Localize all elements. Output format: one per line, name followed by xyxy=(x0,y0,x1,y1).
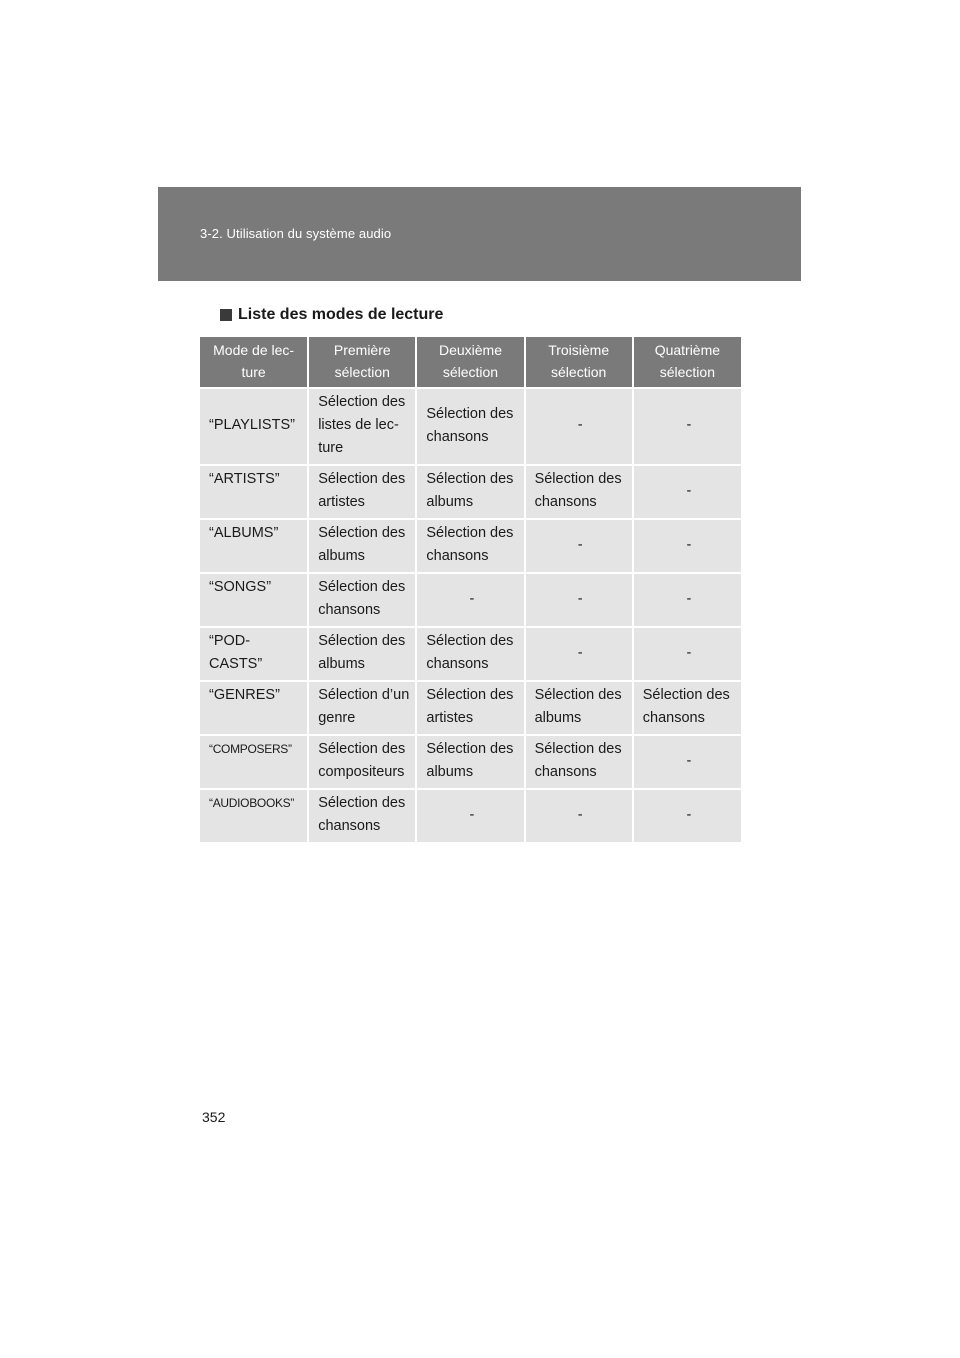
column-header-second: Deuxième sélection xyxy=(416,337,524,388)
column-header-third: Troisième sélection xyxy=(525,337,633,388)
table-row xyxy=(200,465,741,519)
page-number: 352 xyxy=(202,1109,226,1125)
table-cell: - xyxy=(633,735,741,789)
mode-cell: “ALBUMS” xyxy=(200,519,308,573)
table-cell: - xyxy=(633,465,741,519)
table-cell: Sélection des listes de lec- ture xyxy=(308,388,416,465)
header-band xyxy=(158,187,801,281)
table-header-row xyxy=(200,337,741,388)
table-cell: Sélection des albums xyxy=(308,519,416,573)
table-row xyxy=(200,388,741,465)
playback-modes-table xyxy=(200,337,741,842)
table-row xyxy=(200,573,741,627)
table-cell: Sélection des artistes xyxy=(416,681,524,735)
mode-cell: “GENRES” xyxy=(200,681,308,735)
column-header-first: Première sélection xyxy=(308,337,416,388)
mode-cell: “ARTISTS” xyxy=(200,465,308,519)
table-cell: Sélection des compositeurs xyxy=(308,735,416,789)
table-cell: Sélection des chansons xyxy=(308,573,416,627)
table-cell: Sélection des chansons xyxy=(416,388,524,465)
table-cell: Sélection des chansons xyxy=(633,681,741,735)
table-cell: - xyxy=(633,789,741,842)
table-cell: - xyxy=(525,519,633,573)
table-cell: Sélection des albums xyxy=(416,735,524,789)
column-header-mode: Mode de lec- ture xyxy=(200,337,308,388)
table-cell: - xyxy=(416,789,524,842)
table-cell: - xyxy=(525,388,633,465)
table-cell: Sélection d’un genre xyxy=(308,681,416,735)
mode-cell: “SONGS” xyxy=(200,573,308,627)
table-row xyxy=(200,681,741,735)
table-cell: Sélection des chansons xyxy=(416,519,524,573)
table-cell: - xyxy=(633,573,741,627)
table-cell: - xyxy=(525,789,633,842)
table-row xyxy=(200,519,741,573)
mode-cell: “AUDIOBOOKS” xyxy=(200,789,308,842)
table-row xyxy=(200,789,741,842)
section-heading xyxy=(220,306,443,324)
table-cell: - xyxy=(633,388,741,465)
filled-square-icon xyxy=(220,309,232,321)
table-cell: Sélection des chansons xyxy=(308,789,416,842)
table-cell: Sélection des chansons xyxy=(416,627,524,681)
table-cell: Sélection des chansons xyxy=(525,735,633,789)
table-cell: Sélection des albums xyxy=(416,465,524,519)
section-heading-text: Liste des modes de lecture xyxy=(238,306,444,323)
table-cell: - xyxy=(416,573,524,627)
mode-cell: “PLAYLISTS” xyxy=(200,388,308,465)
section-title: 3-2. Utilisation du système audio xyxy=(200,226,392,241)
mode-cell: “COMPOSERS” xyxy=(200,735,308,789)
table-cell: Sélection des albums xyxy=(308,627,416,681)
table-cell: Sélection des albums xyxy=(525,681,633,735)
table-row xyxy=(200,735,741,789)
column-header-fourth: Quatrième sélection xyxy=(633,337,741,388)
table-row xyxy=(200,627,741,681)
table-cell: - xyxy=(633,519,741,573)
table-cell: - xyxy=(525,627,633,681)
table-cell: Sélection des chansons xyxy=(525,465,633,519)
table-cell: Sélection des artistes xyxy=(308,465,416,519)
table-cell: - xyxy=(525,573,633,627)
mode-cell: “POD- CASTS” xyxy=(200,627,308,681)
table-cell: - xyxy=(633,627,741,681)
